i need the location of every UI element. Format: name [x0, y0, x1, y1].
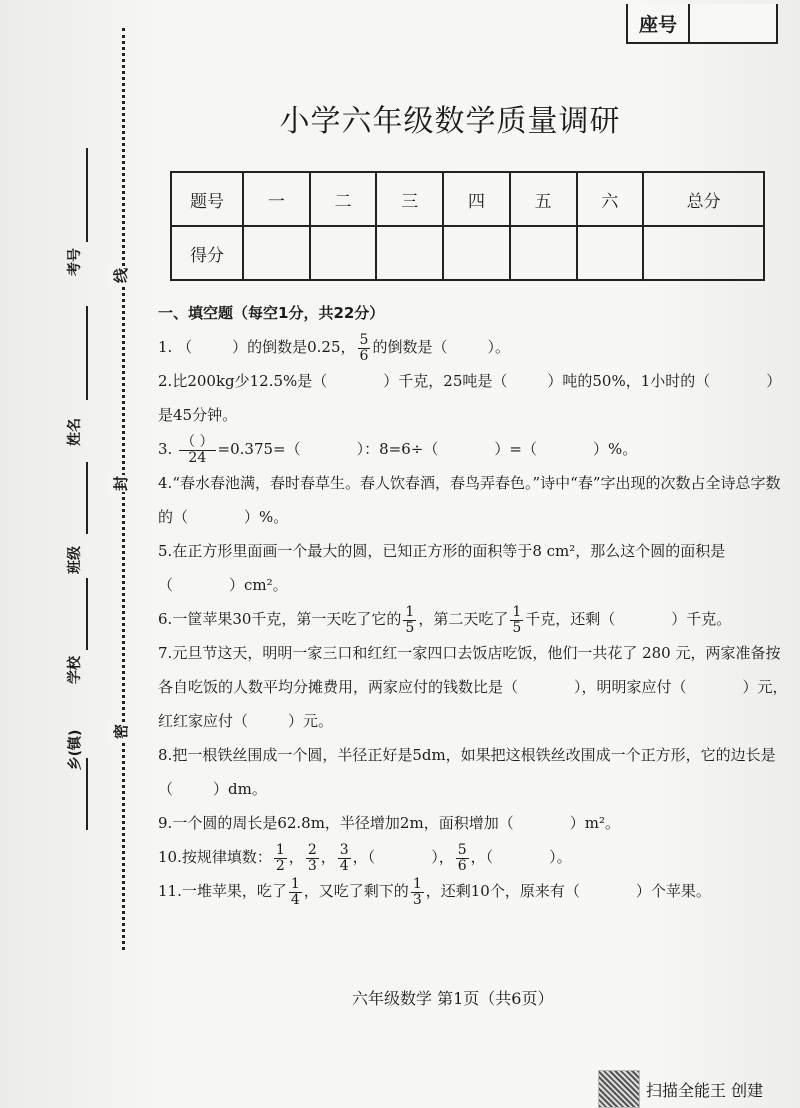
binding-word-seal: 封	[107, 475, 134, 492]
side-field-school: 学校	[67, 656, 83, 684]
question-10: 10.按规律填数： $\frac{1}{2}$ ， $\frac{2}{3}$ ， $\frac{3}{4}$ ，（ ）， $\frac{5}{6}$ ，（ ）。	[158, 841, 572, 874]
row-label-cell: 得分	[171, 226, 243, 280]
question-11: 11.一堆苹果，吃了 $\frac{1}{4}$ ，又吃了剩下的 $\frac{1}{3}$ ，还剩10个，原来有（ ）个苹果。	[158, 875, 711, 908]
header-cell: 四	[443, 172, 510, 226]
fraction: $\frac{5}{6}$	[359, 331, 369, 364]
side-field-class: 班级	[67, 546, 83, 574]
score-cell[interactable]	[643, 226, 764, 280]
side-field-town: 乡(镇)	[67, 729, 84, 771]
header-cell: 六	[577, 172, 644, 226]
score-table	[170, 171, 765, 281]
score-cell[interactable]	[243, 226, 310, 280]
score-cell[interactable]	[510, 226, 577, 280]
fraction: $\frac{1}{2}$	[275, 841, 285, 874]
class-line[interactable]	[86, 462, 88, 534]
question-3: 3. $\frac{( )}{24}$ =0.375=（ ）：8=6÷（ ）=（ ）%。	[158, 433, 638, 466]
fraction: $\frac{1}{5}$	[512, 603, 522, 636]
question-7: 7.元旦节这天，明明一家三口和红红一家四口去饭店吃饭，他们一共花了 280 元，两家准备按各自吃饭的人数平均分摊费用，两家应付的钱数比是（ ），明明家应付（ ）元，红红家应付（ ）元。	[158, 644, 788, 730]
header-cell: 总分	[643, 172, 764, 226]
scanner-watermark	[598, 1070, 763, 1108]
score-cell[interactable]	[443, 226, 510, 280]
seat-number-label: 座号	[628, 4, 690, 42]
question-6: 6.一筐苹果30千克，第一天吃了它的 $\frac{1}{5}$ ，第二天吃了 $\frac{1}{5}$ 千克，还剩（ ）千克。	[158, 603, 732, 636]
question-5: 5.在正方形里面画一个最大的圆，已知正方形的面积等于8 cm²，那么这个圆的面积是 （ ）cm²。	[158, 542, 726, 594]
question-4: 4.“春水春池满，春时春草生。春人饮春酒，春鸟弄春色。”诗中“春”字出现的次数占全诗总字数的（ ）%。	[158, 474, 781, 526]
score-table-score-row	[171, 226, 764, 280]
question-8: 8.把一根铁丝围成一个圆，半径正好是5dm，如果把这根铁丝改围成一个正方形，它的边长是 （ ）dm。	[158, 746, 776, 798]
fraction: $\frac{2}{3}$	[307, 841, 317, 874]
score-cell[interactable]	[310, 226, 377, 280]
fraction: $\frac{1}{5}$	[405, 603, 415, 636]
exam-number-line[interactable]	[86, 148, 88, 242]
header-cell: 一	[243, 172, 310, 226]
school-line[interactable]	[86, 578, 88, 650]
score-table-header-row	[171, 172, 764, 226]
fraction-blank[interactable]: $\frac{( )}{24}$	[181, 433, 214, 466]
header-cell: 题号	[171, 172, 243, 226]
score-cell[interactable]	[577, 226, 644, 280]
header-cell: 二	[310, 172, 377, 226]
town-line[interactable]	[86, 758, 88, 830]
section-title: 一、填空题（每空1分，共22分）	[158, 304, 385, 322]
seat-number-box	[626, 4, 778, 44]
seat-number-field[interactable]	[690, 4, 776, 42]
question-9: 9.一个圆的周长是62.8m，半径增加2m，面积增加（ ）m²。	[158, 814, 620, 832]
page-title: 小学六年级数学质量调研	[279, 104, 621, 139]
qr-code-icon	[598, 1070, 640, 1108]
name-line[interactable]	[86, 306, 88, 400]
side-field-exam-number: 考号	[67, 248, 83, 276]
side-field-name: 姓名	[67, 418, 83, 446]
question-1: 1. （ ）的倒数是0.25， $\frac{5}{6}$ 的倒数是（ ）。	[158, 331, 510, 364]
header-cell: 五	[510, 172, 577, 226]
questions-section	[158, 296, 790, 908]
fraction: $\frac{1}{3}$	[412, 875, 422, 908]
binding-word-secret: 密	[107, 723, 134, 740]
header-cell: 三	[376, 172, 443, 226]
binding-word-line: 线	[107, 267, 134, 284]
watermark-text: 扫描全能王 创建	[646, 1080, 764, 1100]
fraction: $\frac{1}{4}$	[290, 875, 300, 908]
fraction: $\frac{3}{4}$	[339, 841, 349, 874]
score-cell[interactable]	[376, 226, 443, 280]
page-footer: 六年级数学 第1页（共6页）	[352, 989, 554, 1008]
question-2: 2.比200kg少12.5%是（ ）千克，25吨是（ ）吨的50%，1小时的（ ）是45分钟。	[158, 372, 782, 424]
fraction: $\frac{5}{6}$	[457, 841, 467, 874]
